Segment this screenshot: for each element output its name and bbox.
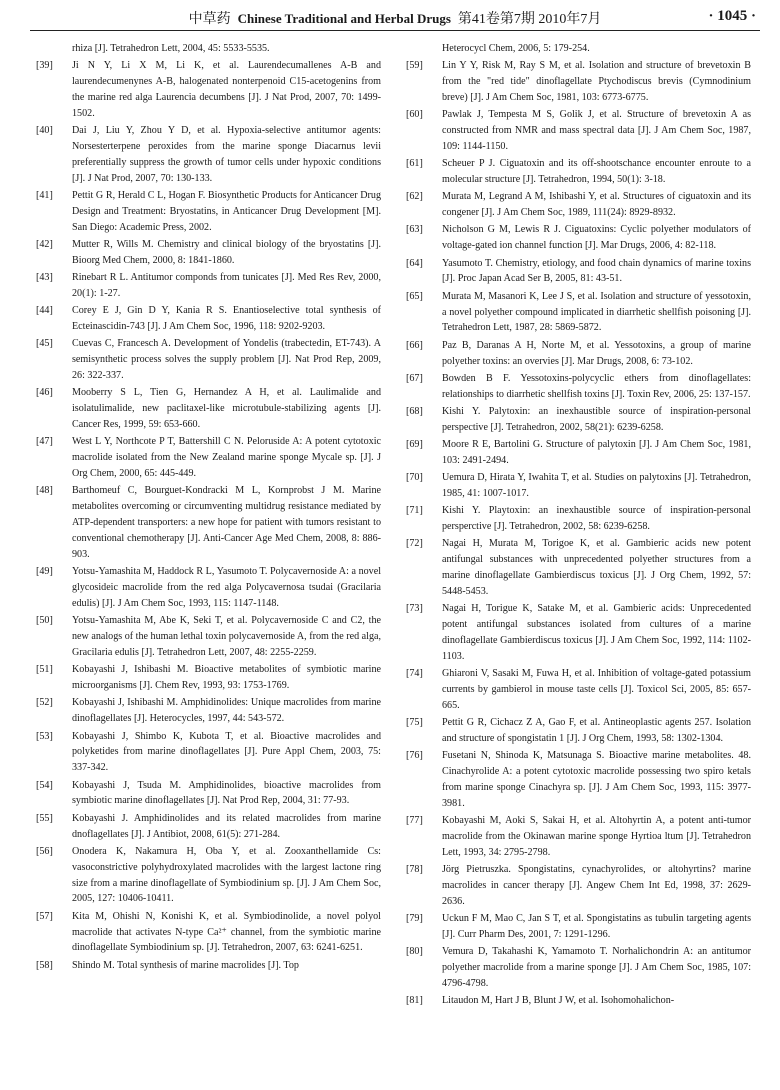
reference-text: Jörg Pietruszka. Spongistatins, cynachyrolides, or altohyrtins? marine macrolides in cancer therapy [J]. Angew Chem Int Ed, 1998, 37: 2629-2636.	[442, 864, 751, 908]
reference-text: Vemura D, Takahashi K, Yamamoto T. Norhalichondrin A: an antitumor polyether macrolide from a marine sponge [J]. J Am Chem Soc, 1985, 107: 4796-4798.	[442, 946, 751, 990]
reference-text: Fusetani N, Shinoda K, Matsunaga S. Bioactive marine metabolites. 48. Cinachyrolide A: a potent cytotoxic macrolide possessing two spiro ketals from marine sponge Cinachyra sp. [J]. J Am Chem Soc, 1993, 115: 3977-3981.	[442, 750, 751, 810]
reference-text: Kobayashi J, Ishibashi M. Amphidinolides: Unique macrolides from marine dinoflagellates [J]. Heterocycles, 1997, 44: 543-572.	[72, 697, 381, 725]
reference-entry	[406, 813, 751, 861]
reference-entry	[406, 404, 751, 436]
reference-text: Yotsu-Yamashita M, Abe K, Seki T, et al. Polycavernoside C and C2, the new analogs of the human lethal toxin polycavernoside A, from the red alga, Gracilaria edulis [J]. Tetrahedron Lett, 2007, 48: 2255-2259.	[72, 615, 381, 659]
reference-entry	[36, 909, 381, 957]
reference-number: [78]	[406, 864, 423, 876]
reference-text: Kobayashi J, Ishibashi M. Bioactive metabolites of symbiotic marine microorganisms [J]. Chem Rev, 1993, 93: 1753-1769.	[72, 664, 381, 692]
reference-entry	[36, 41, 381, 57]
reference-text: Murata M, Legrand A M, Ishibashi Y, et al. Structures of ciguatoxin and its congener [J]. J Am Chem Soc, 1989, 111(24): 8929-8932.	[442, 191, 751, 219]
reference-text: Kobayashi J, Tsuda M. Amphidinolides, bioactive macrolides from symbiotic marine dinoflagellates [J]. Nat Prod Rep, 2004, 31: 77-93.	[72, 779, 381, 807]
reference-number: [54]	[36, 779, 53, 791]
reference-number: [65]	[406, 290, 423, 302]
reference-text: Ji N Y, Li X M, Li K, et al. Laurendecumallenes A-B and laurendecumenynes A-B, halogenated nonterpenoid C15-acetogenins from the marine red alga Laurencia decumbens [J]. J Nat Prod, 2007, 70: 1499-1502.	[72, 60, 381, 119]
reference-number: [61]	[406, 158, 423, 170]
reference-entry	[36, 958, 381, 974]
reference-number: [69]	[406, 439, 423, 451]
reference-number: [47]	[36, 436, 53, 448]
page-number: · 1045 ·	[708, 8, 756, 24]
reference-number: [62]	[406, 191, 423, 203]
reference-entry	[36, 123, 381, 187]
reference-number: [52]	[36, 697, 53, 709]
reference-text: Moore R E, Bartolini G. Structure of palytoxin [J]. J Am Chem Soc, 1981, 103: 2491-2494.	[442, 439, 751, 466]
reference-number: [79]	[406, 913, 423, 925]
reference-text: Onodera K, Nakamura H, Oba Y, et al. Zooxanthellamide Cs: vasoconstrictive polyhydroxylated macrolides with the largest lactone ring size from a marine dinoflagellate of Symbiodinium sp. [J]. J Am Chem Soc, 2005, 127: 10406-10411.	[72, 845, 381, 905]
reference-text: Shindo M. Total synthesis of marine macrolides [J]. Top	[72, 959, 299, 971]
reference-entry	[36, 662, 381, 694]
reference-entry	[36, 188, 381, 236]
reference-entry	[36, 811, 381, 843]
reference-text: Uckun F M, Mao C, Jan S T, et al. Spongistatins as tubulin targeting agents [J]. Curr Pharm Des, 2001, 7: 1291-1296.	[442, 913, 751, 941]
reference-number: [70]	[406, 472, 423, 484]
reference-entry	[36, 385, 381, 433]
page-header	[30, 4, 760, 31]
journal-title-en: Chinese Traditional and Herbal Drugs	[237, 11, 451, 26]
reference-number: [55]	[36, 812, 53, 824]
reference-entry	[406, 666, 751, 714]
reference-entry	[406, 601, 751, 665]
reference-text: Pettit G R, Cichacz Z A, Gao F, et al. Antineoplastic agents 257. Isolation and structure of spongistatin 1 [J]. J Org Chem, 1993, 58: 1302-1304.	[442, 717, 751, 745]
reference-entry	[406, 503, 751, 535]
reference-text: Nagai H, Murata M, Torigoe K, et al. Gambieric acids new potent antifungal substances with unprecedented polyether structures from a marine dinoflagellate Gambierdiscus toxicus [J]. J Org Chem, 1992, 57: 5448-5453.	[442, 538, 751, 598]
reference-entry	[406, 256, 751, 288]
reference-text: rhiza [J]. Tetrahedron Lett, 2004, 45: 5533-5535.	[72, 43, 270, 54]
reference-number: [66]	[406, 339, 423, 351]
reference-entry	[406, 107, 751, 155]
reference-text: Yotsu-Yamashita M, Haddock R L, Yasumoto T. Polycavernoside A: a novel glycosideic macrolide from the red alga Polycavernosa tsudai (Gracilaria edulis) [J]. J Am Chem Soc, 1993, 115: 1147-1148.	[72, 566, 381, 610]
issue-info: 第41卷第7期 2010年7月	[457, 12, 602, 27]
reference-entry	[406, 911, 751, 943]
reference-text: Heterocycl Chem, 2006, 5: 179-254.	[442, 43, 590, 54]
reference-number: [53]	[36, 730, 53, 742]
reference-text: Litaudon M, Hart J B, Blunt J W, et al. Isohomohalichon-	[442, 995, 675, 1007]
reference-entry	[36, 564, 381, 612]
reference-entry	[406, 993, 751, 1009]
reference-text: Kishi Y. Playtoxin: an inexhaustible source of inspiration-personal persperctive [J]. Tetrahedron, 2002, 58: 6239-6258.	[442, 505, 751, 533]
reference-number: [64]	[406, 257, 423, 269]
reference-entry	[406, 58, 751, 106]
references-left-column	[36, 41, 381, 975]
reference-entry	[36, 729, 381, 777]
reference-number: [76]	[406, 750, 423, 762]
reference-text: Rinebart R L. Antitumor componds from tunicates [J]. Med Res Rev, 2000, 20(1): 1-27.	[72, 272, 381, 300]
reference-entry	[406, 156, 751, 188]
references-right-column	[406, 41, 751, 1011]
reference-text: Pettit G R, Herald C L, Hogan F. Biosynthetic Products for Anticancer Drug Design and Treatment: Bryostatins, in Anticancer Drug Development [M]. San Diego: Academic Press, 2002.	[72, 190, 381, 233]
reference-text: Bowden B F. Yessotoxins-polycyclic ethers from dinoflagellates: relationships to diarrhetic shellfish toxins [J]. Toxin Rev, 2006, 25: 137-157.	[442, 372, 751, 400]
reference-entry	[36, 434, 381, 482]
reference-entry	[406, 715, 751, 747]
reference-text: Uemura D, Hirata Y, Iwahita T, et al. Studies on palytoxins [J]. Tetrahedron, 1985, 41: 1007-1017.	[442, 472, 751, 500]
reference-entry	[406, 338, 751, 370]
reference-number: [73]	[406, 603, 423, 615]
reference-entry	[36, 778, 381, 810]
reference-entry	[36, 613, 381, 661]
reference-number: [63]	[406, 224, 423, 236]
reference-number: [68]	[406, 405, 423, 417]
reference-number: [46]	[36, 387, 53, 399]
reference-text: Kobayashi J, Shimbo K, Kubota T, et al. Bioactive macrolides and polyketides from marine dinoflagellates [J]. Pure Appl Chem, 2003, 75: 337-342.	[72, 730, 381, 774]
reference-text: Mutter R, Wills M. Chemistry and clinical biology of the bryostatins [J]. Bioorg Med Chem, 2000, 8: 1841-1860.	[72, 239, 381, 266]
reference-entry	[406, 862, 751, 910]
reference-entry	[406, 41, 751, 57]
reference-text: Cuevas C, Francesch A. Development of Yondelis (trabectedin, ET-743). A semisynthetic process solves the supply problem [J]. Nat Prod Rep, 2009, 26: 322-337.	[72, 338, 381, 382]
reference-entry	[36, 58, 381, 122]
reference-entry	[406, 536, 751, 600]
reference-entry	[406, 222, 751, 254]
reference-number: [81]	[406, 995, 423, 1007]
reference-text: Ghiaroni V, Sasaki M, Fuwa H, et al. Inhibition of voltage-gated potassium currents by gambierol in mouse taste cells [J]. Toxicol Sci, 2005, 85: 657-665.	[442, 668, 751, 711]
reference-number: [74]	[406, 668, 423, 680]
reference-text: Kobayashi M, Aoki S, Sakai H, et al. Altohyrtin A, a potent anti-tumor macrolide from the Okinawan marine sponge Hyrtioa ltum [J]. Tetrahedron Lett, 1993, 34: 2795-2798.	[442, 815, 751, 859]
reference-entry	[406, 748, 751, 812]
reference-text: Pawlak J, Tempesta M S, Golik J, et al. Structure of brevetoxin A as constructed from NMR and mass spectral data [J]. J Am Chem Soc, 1987, 109: 1144-1150.	[442, 109, 751, 153]
reference-number: [42]	[36, 239, 53, 251]
reference-text: Kobayashi J. Amphidinolides and its related macrolides from marine dnoflagellates [J]. J Antibiot, 2008, 61(5): 271-284.	[72, 812, 381, 840]
reference-text: Mooberry S L, Tien G, Hernandez A H, et al. Laulimalide and isolatulimalide, new paclitaxel-like microtubule-stabilizing agents [J]. Cancer Res, 1999, 59: 653-660.	[72, 387, 381, 431]
reference-number: [67]	[406, 372, 423, 384]
reference-number: [80]	[406, 946, 423, 958]
reference-number: [49]	[36, 566, 53, 578]
reference-number: [71]	[406, 505, 423, 517]
reference-number: [57]	[36, 910, 53, 922]
reference-text: Kita M, Ohishi N, Konishi K, et al. Symbiodinolide, a novel polyol macrolide that activates N-type Ca²⁺ channel, from the symbiotic marine dinoflagellate Symbiodinium sp. [J]. Tetrahedron, 2007, 63: 6241-6251.	[72, 910, 381, 954]
reference-number: [41]	[36, 190, 53, 202]
reference-text: Kishi Y. Palytoxin: an inexhaustible source of inspiration-personal perspective [J]. Tetrahedron, 2002, 58(21): 6239-6258.	[442, 405, 751, 433]
reference-number: [44]	[36, 305, 53, 317]
reference-number: [56]	[36, 845, 53, 857]
reference-text: Yasumoto T. Chemistry, etiology, and food chain dynamics of marine toxins [J]. Proc Japan Acad Ser B, 2005, 81: 43-51.	[442, 257, 751, 285]
reference-number: [75]	[406, 717, 423, 729]
reference-entry	[36, 303, 381, 335]
reference-number: [77]	[406, 815, 423, 827]
journal-title-cn: 中草药	[188, 12, 231, 27]
reference-entry	[36, 336, 381, 384]
reference-number: [48]	[36, 485, 53, 497]
reference-entry	[36, 270, 381, 302]
reference-entry	[406, 470, 751, 502]
reference-number: [50]	[36, 615, 53, 627]
reference-text: Paz B, Daranas A H, Norte M, et al. Yessotoxins, a group of marine polyether toxins: an overvies [J]. Mar Drugs, 2008, 6: 73-102.	[442, 339, 751, 367]
reference-entry	[406, 189, 751, 221]
reference-number: [59]	[406, 60, 423, 72]
reference-entry	[36, 844, 381, 908]
reference-number: [39]	[36, 60, 53, 72]
reference-text: Nagai H, Torigue K, Satake M, et al. Gambieric acids: Unprecedented potent antifungal substances isolated from cultures of a marine dinoflagellate Gambierdiscus toxicus [J]. J Am Chem Soc, 1992, 114: 1102-1103.	[442, 603, 751, 662]
journal-title	[30, 8, 760, 28]
reference-entry	[406, 437, 751, 469]
reference-number: [51]	[36, 664, 53, 676]
reference-text: Barthomeuf C, Bourguet-Kondracki M L, Kornprobst J M. Marine metabolites overcoming or circumventing multidrug resistance mediated by ATP-dependent transporters: a new hope for patient with tumors resistant to conventional chemotherapy [J]. Anti-Cancer Age Med Chem, 2008, 8: 886-903.	[72, 485, 381, 561]
reference-entry	[406, 371, 751, 403]
reference-text: West L Y, Northcote P T, Battershill C N. Peloruside A: A potent cytotoxic macrolide isolated from the New Zealand marine sponge Mycale sp. [J]. J Org Chem, 2000, 65: 445-449.	[72, 436, 381, 480]
reference-number: [45]	[36, 338, 53, 350]
reference-number: [43]	[36, 272, 53, 284]
reference-text: Corey E J, Gin D Y, Kania R S. Enantioselective total synthesis of Ecteinascidin-743 [J]. J Am Chem Soc, 1996, 118: 9202-9203.	[72, 305, 381, 333]
reference-text: Dai J, Liu Y, Zhou Y D, et al. Hypoxia-selective antitumor agents: Norsesterterpene peroxides from the marine sponge Diacarnus levii preferentially suppress the growth of tumor cells under hypoxic conditions [J]. J Nat Prod, 2007, 70: 130-133.	[72, 125, 381, 184]
reference-text: Murata M, Masanori K, Lee J S, et al. Isolation and structure of yessotoxin, a novel polyether compound implicated in diarrhetic shellfish poisoning [J]. Tetrahedron Lett, 1987, 28: 5869-5872.	[442, 290, 751, 334]
reference-entry	[406, 289, 751, 337]
reference-entry	[36, 237, 381, 269]
reference-number: [72]	[406, 538, 423, 550]
reference-number: [60]	[406, 109, 423, 121]
reference-entry	[36, 483, 381, 563]
reference-entry	[406, 944, 751, 992]
reference-number: [58]	[36, 959, 53, 971]
reference-text: Nicholson G M, Lewis R J. Ciguatoxins: Cyclic polyether modulators of voltage-gated ion channel function [J]. Mar Drugs, 2006, 4: 82-118.	[442, 224, 751, 252]
reference-text: Lin Y Y, Risk M, Ray S M, et al. Isolation and structure of brevetoxin B from the "red tide" dinoflagellate Ptychodiscus brevis (Cymnodinium breve) [J]. J Am Chem Soc, 1981, 103: 6773-6775.	[442, 60, 751, 104]
reference-text: Scheuer P J. Ciguatoxin and its off-shootschance encounter enroute to a molecular structure [J]. Tetrahedron, 1994, 50(1): 3-18.	[442, 158, 751, 186]
reference-number: [40]	[36, 125, 53, 137]
reference-entry	[36, 695, 381, 727]
